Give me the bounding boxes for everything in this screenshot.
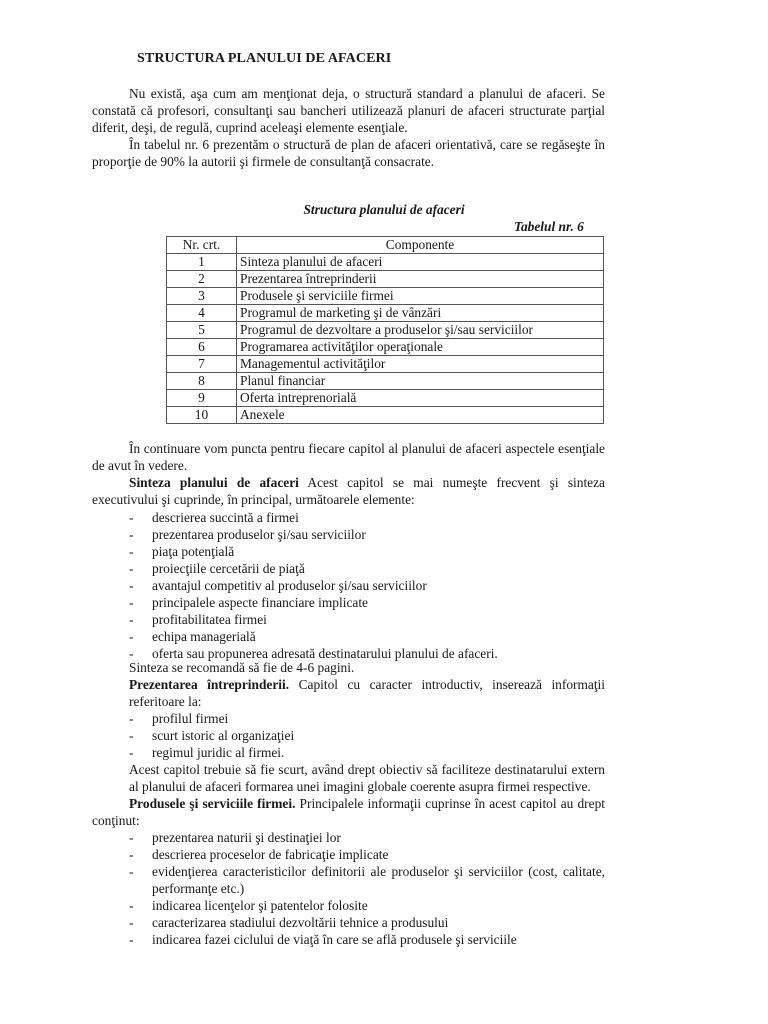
produsele-text: Principalele informaţii cuprinse în acest capitol au drept conţinut:	[92, 796, 605, 828]
sinteza-list	[0, 509, 768, 662]
header-nr-crt: Nr. crt.	[167, 237, 237, 254]
list-item: - descrierea succintă a firmei	[129, 510, 299, 525]
list-item: - scurt istoric al organizaţiei	[129, 728, 295, 743]
table-row	[167, 356, 604, 373]
list-item: - proiecţiile cercetării de piaţă	[129, 561, 305, 576]
sinteza-heading: Sinteza planului de afaceri	[129, 475, 299, 490]
row-number: 6	[167, 339, 237, 356]
row-component: Produsele şi serviciile firmei	[237, 288, 604, 305]
produsele-paragraph	[92, 795, 605, 829]
row-number: 1	[167, 254, 237, 271]
row-component: Programul de marketing şi de vânzări	[237, 305, 604, 322]
row-component: Managementul activităţilor	[237, 356, 604, 373]
produsele-heading: Produsele şi serviciile firmei.	[129, 796, 296, 811]
produsele-list	[0, 829, 768, 948]
list-item: - indicarea fazei ciclului de viaţă în care se află produsele şi serviciile	[129, 932, 517, 947]
row-number: 9	[167, 390, 237, 407]
table-row	[167, 322, 604, 339]
sinteza-text: Acest capitol se mai numeşte frecvent şi sinteza executivului şi cuprinde, în principal, următoarele elemente:	[92, 475, 606, 507]
table-row	[167, 373, 604, 390]
prezentarea-list	[0, 710, 768, 761]
list-item: - caracterizarea stadiului dezvoltării tehnice a produsului	[129, 915, 449, 930]
list-item: - indicarea licenţelor şi patentelor folosite	[129, 898, 368, 913]
list-item: - piaţa potenţială	[129, 544, 235, 559]
list-item: - regimul juridic al firmei.	[129, 745, 285, 760]
intro-paragraph-1: Nu există, aşa cum am menţionat deja, o structură standard a planului de afaceri. Se constată că profesori, consultanţi sau bancheri utilizează planuri de afaceri structurate parţial diferit, deşi, de regulă, cuprind aceleaşi elemente esenţiale.	[92, 86, 605, 135]
sinteza-paragraph	[92, 474, 605, 508]
row-number: 3	[167, 288, 237, 305]
list-item: - evidenţierea caracteristicilor definitorii ale produselor şi serviciilor (cost, calitate, performanţe etc.)	[129, 864, 605, 896]
table-row	[167, 390, 604, 407]
row-number: 4	[167, 305, 237, 322]
prezentarea-note: Acest capitol trebuie să fie scurt, având drept obiectiv să faciliteze destinatarului extern al planului de afaceri formarea unei imagini globale coerente asupra firmei respective.	[129, 762, 605, 794]
sinteza-note: Sinteza se recomandă să fie de 4-6 pagini.	[129, 660, 355, 675]
row-component: Programarea activităţilor operaţionale	[237, 339, 604, 356]
table-caption: Structura planului de afaceri	[303, 202, 465, 217]
row-number: 10	[167, 407, 237, 424]
row-component: Sinteza planului de afaceri	[237, 254, 604, 271]
list-item: - profitabilitatea firmei	[129, 612, 267, 627]
intro-paragraph-2: În tabelul nr. 6 prezentăm o structură de plan de afaceri orientativă, care se regăseşte în proporţie de 90% la autorii şi firmele de consultanţă consacrate.	[92, 137, 605, 169]
prezentarea-text: Capitol cu caracter introductiv, inserează informaţii referitoare la:	[129, 677, 605, 709]
page-title: STRUCTURA PLANULUI DE AFACERI	[137, 51, 392, 66]
row-number: 8	[167, 373, 237, 390]
table-row	[167, 271, 604, 288]
table-row	[167, 339, 604, 356]
table-row	[167, 288, 604, 305]
list-item: - oferta sau propunerea adresată destinatarului planului de afaceri.	[129, 646, 498, 661]
continuation-paragraph: În continuare vom puncta pentru fiecare capitol al planului de afaceri aspectele esenţiale de avut în vedere.	[92, 441, 605, 473]
table-row	[167, 305, 604, 322]
list-item: - descrierea proceselor de fabricaţie implicate	[129, 847, 389, 862]
row-number: 5	[167, 322, 237, 339]
row-component: Anexele	[237, 407, 604, 424]
table-header-row	[167, 237, 604, 254]
row-component: Oferta intreprenorială	[237, 390, 604, 407]
list-item: - avantajul competitiv al produselor şi/sau serviciilor	[129, 578, 427, 593]
table-row	[167, 254, 604, 271]
list-item: - profilul firmei	[129, 711, 229, 726]
row-component: Programul de dezvoltare a produselor şi/sau serviciilor	[237, 322, 604, 339]
components-table	[166, 236, 604, 424]
table-row	[167, 407, 604, 424]
list-item: - principalele aspecte financiare implicate	[129, 595, 368, 610]
row-component: Prezentarea întreprinderii	[237, 271, 604, 288]
row-number: 2	[167, 271, 237, 288]
list-item: - echipa managerială	[129, 629, 256, 644]
table-label: Tabelul nr. 6	[514, 219, 584, 234]
row-component: Planul financiar	[237, 373, 604, 390]
list-item: - prezentarea produselor şi/sau serviciilor	[129, 527, 366, 542]
header-componente: Componente	[237, 237, 604, 254]
list-item: - prezentarea naturii şi destinaţiei lor	[129, 830, 341, 845]
prezentarea-heading: Prezentarea întreprinderii.	[129, 677, 290, 692]
row-number: 7	[167, 356, 237, 373]
prezentarea-paragraph	[129, 676, 605, 710]
